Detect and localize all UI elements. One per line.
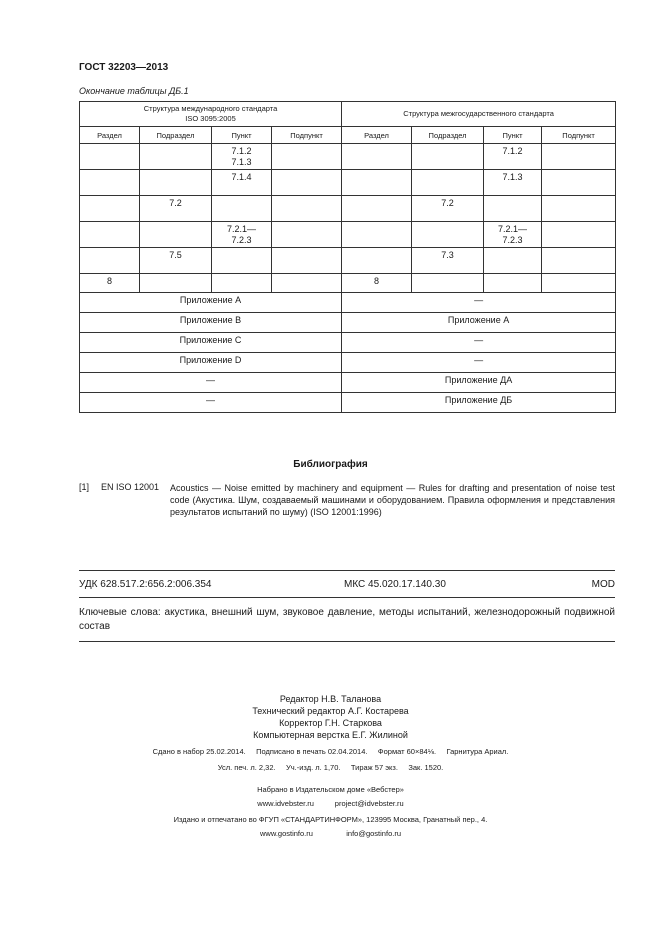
annex-cell: Приложение А	[342, 313, 616, 333]
table-cell	[272, 196, 342, 222]
divider	[79, 597, 615, 598]
print-info-line: Усл. печ. л. 2,32. Уч.-изд. л. 1,70. Тираж 57 экз. Зак. 1520.	[217, 763, 444, 772]
column-header: Подпункт	[272, 127, 342, 144]
table-caption: Окончание таблицы ДБ.1	[79, 86, 189, 96]
mod-label: MOD	[591, 579, 615, 590]
annex-cell: Приложение В	[80, 313, 342, 333]
table-cell	[542, 144, 616, 170]
publisher-line: Набрано в Издательском доме «Вебстер»	[257, 785, 404, 794]
bibliography-entry-text: Acoustics — Noise emitted by machinery and equipment — Rules for drafting and presentation of noise test code (Акустика. Шум, создаваемый машинами и оборудованием. Правила оформления и представления результатов испытаний по шуму) (ISO 12001:1996)	[170, 483, 615, 517]
annex-cell: Приложение ДБ	[342, 393, 616, 413]
publisher-info	[0, 784, 661, 840]
print-info	[0, 746, 661, 774]
tech-editor-credit: Технический редактор А.Г. Костарева	[252, 706, 409, 716]
table-cell: 7.1.4	[212, 170, 272, 196]
correspondence-table	[79, 101, 616, 413]
table-cell	[212, 196, 272, 222]
header-interstate-structure: Структура межгосударственного стандарта	[342, 102, 616, 127]
table-cell: 7.1.2 7.1.3	[212, 144, 272, 170]
annex-cell: Приложение ДА	[342, 373, 616, 393]
annex-cell: Приложение А	[80, 293, 342, 313]
bibliography-entry-number: [1]	[79, 482, 90, 492]
table-row	[80, 144, 616, 170]
table-cell	[342, 196, 412, 222]
annex-cell: Приложение D	[80, 353, 342, 373]
annex-row	[80, 393, 616, 413]
table-row	[80, 274, 616, 293]
table-cell	[542, 248, 616, 274]
table-cell: 7.1.3	[484, 170, 542, 196]
table-cell	[484, 274, 542, 293]
keywords: Ключевые слова: акустика, внешний шум, звуковое давление, методы испытаний, железнодорожный подвижной состав	[79, 607, 615, 632]
table-cell	[412, 170, 484, 196]
column-header: Пункт	[484, 127, 542, 144]
table-cell	[140, 222, 212, 248]
mks-code: МКС 45.020.17.140.30	[344, 579, 446, 590]
column-header-row	[80, 127, 616, 144]
bibliography-title: Библиография	[293, 459, 368, 470]
annex-cell: —	[342, 293, 616, 313]
column-header: Подраздел	[140, 127, 212, 144]
annex-row	[80, 353, 616, 373]
table-cell	[140, 274, 212, 293]
table-row	[80, 196, 616, 222]
table-cell: 7.2	[140, 196, 212, 222]
table-cell	[342, 248, 412, 274]
table-row	[80, 248, 616, 274]
annex-cell: —	[80, 373, 342, 393]
column-header: Раздел	[342, 127, 412, 144]
credits-block	[0, 693, 661, 741]
table-cell	[272, 170, 342, 196]
table-cell	[412, 222, 484, 248]
document-standard-number: ГОСТ 32203—2013	[79, 62, 169, 73]
annex-row	[80, 333, 616, 353]
annex-cell: —	[342, 333, 616, 353]
print-info-line: Сдано в набор 25.02.2014. Подписано в печать 02.04.2014. Формат 60×84⅛. Гарнитура Ариал.	[152, 747, 509, 756]
annex-cell: Приложение С	[80, 333, 342, 353]
table-cell: 7.3	[412, 248, 484, 274]
table-cell: 8	[80, 274, 140, 293]
table-cell	[80, 144, 140, 170]
annex-cell: —	[80, 393, 342, 413]
table-cell	[412, 274, 484, 293]
annex-row	[80, 373, 616, 393]
bibliography-entry-code: EN ISO 12001	[101, 482, 160, 492]
table-cell	[140, 170, 212, 196]
table-cell	[212, 274, 272, 293]
table-cell: 7.2	[412, 196, 484, 222]
column-header: Подраздел	[412, 127, 484, 144]
table-row	[80, 170, 616, 196]
publisher-line: www.gostinfo.ru info@gostinfo.ru	[259, 829, 401, 838]
udk-code: УДК 628.517.2:656.2:006.354	[79, 579, 212, 590]
table-cell	[484, 196, 542, 222]
table-cell	[542, 196, 616, 222]
table-cell	[212, 248, 272, 274]
editor-credit: Редактор Н.В. Таланова	[279, 694, 382, 704]
divider	[79, 641, 615, 642]
column-header: Пункт	[212, 127, 272, 144]
column-header: Раздел	[80, 127, 140, 144]
table-cell	[272, 222, 342, 248]
table-cell	[412, 144, 484, 170]
table-cell: 7.5	[140, 248, 212, 274]
table-cell: 7.2.1— 7.2.3	[212, 222, 272, 248]
table-cell	[80, 248, 140, 274]
table-cell: 7.2.1— 7.2.3	[484, 222, 542, 248]
layout-credit: Компьютерная верстка Е.Г. Жилиной	[253, 730, 408, 740]
table-cell: 8	[342, 274, 412, 293]
publisher-line: www.idvebster.ru project@idvebster.ru	[257, 799, 404, 808]
header-international-structure: Структура международного стандарта ISO 3095:2005	[80, 102, 342, 127]
table-row	[80, 222, 616, 248]
table-cell	[272, 248, 342, 274]
table-cell	[342, 144, 412, 170]
table-cell: 7.1.2	[484, 144, 542, 170]
table-cell	[80, 196, 140, 222]
table-cell	[80, 170, 140, 196]
table-cell	[80, 222, 140, 248]
annex-cell: —	[342, 353, 616, 373]
table-cell	[542, 222, 616, 248]
table-cell	[272, 144, 342, 170]
table-cell	[542, 274, 616, 293]
table-cell	[542, 170, 616, 196]
annex-row	[80, 313, 616, 333]
table-cell	[484, 248, 542, 274]
publisher-line: Издано и отпечатано во ФГУП «СТАНДАРТИНФОРМ», 123995 Москва, Гранатный пер., 4.	[173, 815, 488, 824]
annex-row	[80, 293, 616, 313]
table-cell	[342, 170, 412, 196]
table-cell	[272, 274, 342, 293]
table-cell	[140, 144, 212, 170]
divider	[79, 570, 615, 571]
table-cell	[342, 222, 412, 248]
column-header: Подпункт	[542, 127, 616, 144]
corrector-credit: Корректор Г.Н. Старкова	[279, 718, 382, 728]
